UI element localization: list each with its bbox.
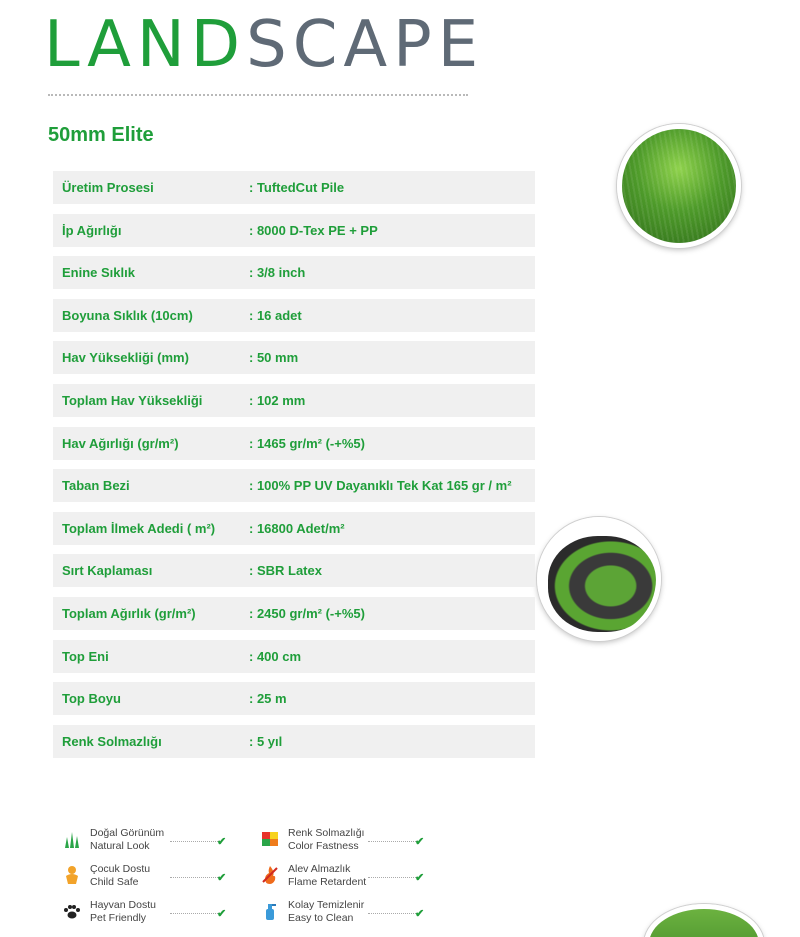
- spec-value: : TuftedCut Pile: [249, 180, 345, 195]
- dotted-divider: [48, 94, 468, 96]
- spec-row: [53, 597, 535, 630]
- spec-label: Taban Bezi: [62, 478, 130, 494]
- leader-line: [368, 841, 418, 842]
- feature-label-tr: Hayvan Dostu: [90, 899, 156, 911]
- product-title: 50mm Elite: [48, 124, 154, 146]
- spec-value: : 25 m: [249, 691, 287, 707]
- spec-label: Top Eni: [62, 648, 109, 664]
- spec-row: [53, 341, 535, 374]
- feature-label-tr: Doğal Görünüm: [90, 827, 165, 839]
- leader-line: [170, 841, 220, 842]
- spec-row: [53, 554, 535, 587]
- spec-label: Hav Yüksekliği (mm): [62, 350, 189, 366]
- spec-value: : 3/8 inch: [249, 265, 306, 281]
- grass-icon: [62, 829, 82, 849]
- spec-value: : 8000 D-Tex PE + PP: [249, 222, 378, 238]
- check-icon: ✔: [217, 872, 227, 884]
- feature-label-tr: Renk Solmazlığı: [288, 827, 365, 839]
- spec-row: [53, 384, 535, 417]
- feature-label-tr: Kolay Temizlenir: [288, 899, 365, 911]
- feature-child-safe: [62, 862, 242, 890]
- spec-row: [53, 256, 535, 289]
- feature-label-en: Flame Retardent: [288, 876, 367, 888]
- spec-label: Toplam Ağırlık (gr/m²): [62, 605, 196, 621]
- spec-label: Toplam Hav Yüksekliği: [62, 392, 203, 408]
- spec-label: Boyuna Sıklık (10cm): [62, 307, 193, 323]
- spec-row: [53, 725, 535, 758]
- check-icon: ✔: [415, 908, 425, 920]
- brand-logo: [44, 8, 485, 82]
- spec-label: Hav Ağırlığı (gr/m²): [62, 435, 179, 451]
- spec-row: [53, 299, 535, 332]
- feature-flame-retardent: [260, 862, 440, 890]
- spec-row: [53, 512, 535, 545]
- spec-row: [53, 469, 535, 502]
- grass-closeup-photo: [617, 124, 741, 248]
- feature-label-en: Easy to Clean: [288, 912, 354, 924]
- spec-value: : 1465 gr/m² (-+%5): [249, 435, 365, 451]
- leader-line: [170, 913, 220, 914]
- check-icon: ✔: [415, 836, 425, 848]
- flame-icon: [260, 865, 280, 885]
- spec-value: : 102 mm: [249, 392, 306, 408]
- spec-label: Enine Sıklık: [62, 265, 135, 281]
- spray-bottle-icon: [260, 901, 280, 921]
- spec-value: : SBR Latex: [249, 563, 322, 579]
- leader-line: [368, 877, 418, 878]
- feature-list: [62, 826, 462, 926]
- check-icon: ✔: [217, 836, 227, 848]
- spec-label: Toplam İlmek Adedi ( m²): [62, 520, 216, 536]
- spec-row: [53, 640, 535, 673]
- spec-value: : 50 mm: [249, 350, 299, 366]
- feature-label-en: Pet Friendly: [90, 912, 147, 924]
- spec-row: [53, 427, 535, 460]
- spec-row: [53, 682, 535, 715]
- spec-row: [53, 214, 535, 247]
- spec-label: Sırt Kaplaması: [62, 563, 153, 579]
- child-icon: [62, 865, 82, 885]
- check-icon: ✔: [217, 908, 227, 920]
- check-icon: ✔: [415, 872, 425, 884]
- feature-label-tr: Çocuk Dostu: [90, 863, 151, 875]
- spec-value: : 100% PP UV Dayanıklı Tek Kat 165 gr / m²: [249, 478, 512, 494]
- spec-table: [53, 171, 535, 767]
- turf-roll-photo: [537, 517, 661, 641]
- feature-label-tr: Alev Almazlık: [288, 863, 351, 875]
- feature-label-en: Natural Look: [90, 840, 150, 852]
- feature-natural-look: [62, 826, 242, 854]
- spec-label: İp Ağırlığı: [62, 222, 122, 238]
- spec-value: : 2450 gr/m² (-+%5): [249, 605, 365, 621]
- brand-logo-part1: LAND: [44, 8, 247, 82]
- spec-row: [53, 171, 535, 204]
- feature-label-en: Color Fastness: [288, 840, 359, 852]
- paw-icon: [62, 901, 82, 921]
- leader-line: [170, 877, 220, 878]
- spec-value: : 16 adet: [249, 307, 302, 323]
- spec-label: Üretim Prosesi: [62, 180, 154, 195]
- brand-logo-part2: SCAPE: [246, 8, 485, 82]
- spec-label: Renk Solmazlığı: [62, 733, 162, 749]
- spec-value: : 400 cm: [249, 648, 302, 664]
- feature-color-fastness: [260, 826, 440, 854]
- leader-line: [368, 913, 418, 914]
- feature-label-en: Child Safe: [90, 876, 139, 888]
- spec-value: : 16800 Adet/m²: [249, 520, 345, 536]
- feature-easy-to-clean: [260, 898, 440, 926]
- color-palette-icon: [260, 829, 280, 849]
- spec-label: Top Boyu: [62, 691, 121, 707]
- spec-value: : 5 yıl: [249, 733, 283, 749]
- feature-pet-friendly: [62, 898, 242, 926]
